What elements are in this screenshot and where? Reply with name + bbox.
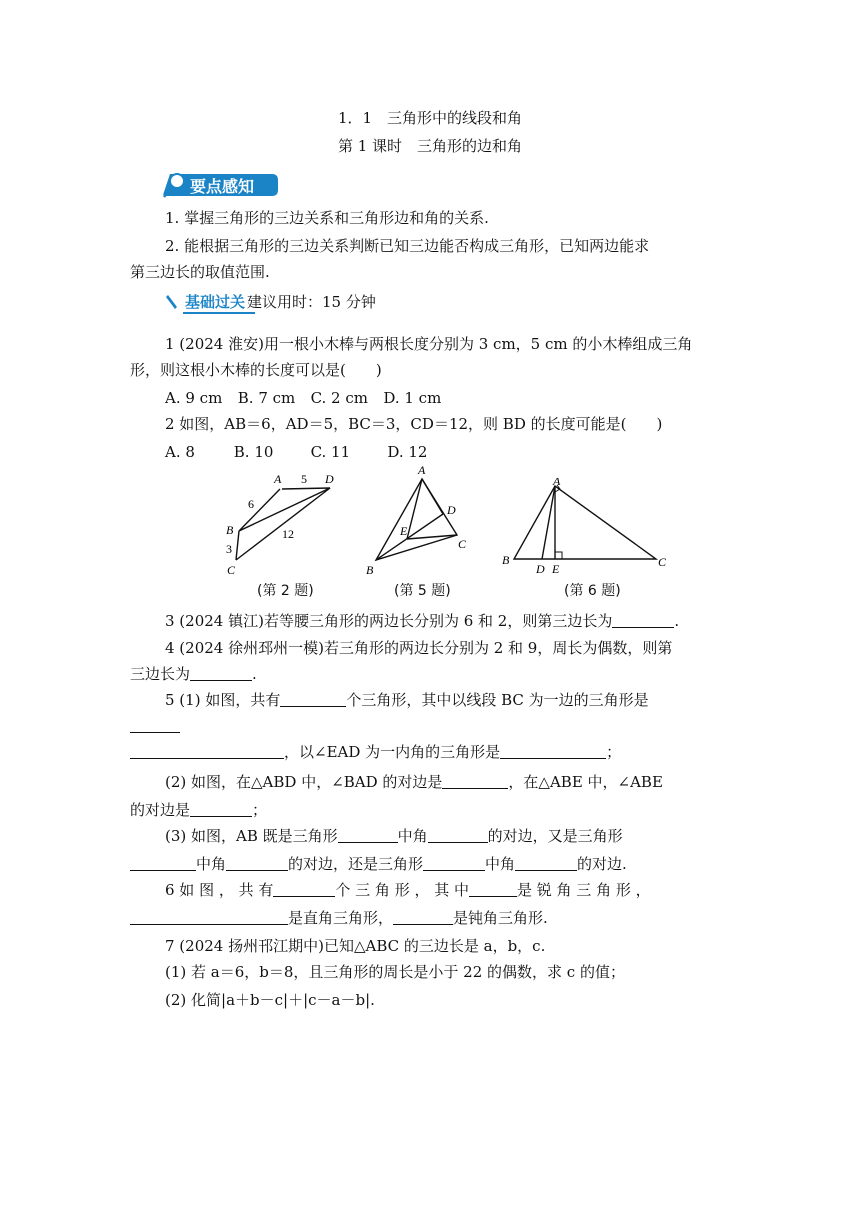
q5-p3e: 的对边，还是三角形 xyxy=(288,855,424,873)
q6-acute-blank[interactable] xyxy=(469,880,517,897)
q3-line xyxy=(165,611,730,631)
q4-answer-blank[interactable] xyxy=(190,664,252,681)
q6-right-blank[interactable] xyxy=(130,908,288,925)
q6-b: 个 三 角 形 ， 其 中 xyxy=(335,881,469,899)
figure-2 xyxy=(222,468,342,578)
q1-line2: 形，则这根小木棒的长度可以是( ) xyxy=(130,361,382,379)
q6-line2 xyxy=(130,908,730,928)
fig2-label-b: B xyxy=(226,523,234,537)
key-point-2-line1: 2. 能根据三角形的三边关系判断已知三边能否构成三角形，已知两边能求 xyxy=(165,237,650,255)
q6-obtuse-blank[interactable] xyxy=(393,908,453,925)
q5-ead-triangles-blank[interactable] xyxy=(500,742,606,759)
q5-part3-line1 xyxy=(165,826,730,846)
q1-option-b[interactable]: B. 7 cm xyxy=(237,389,296,407)
q6-line1 xyxy=(165,880,730,900)
q4-line2 xyxy=(130,664,730,684)
pencil-icon xyxy=(165,293,181,311)
q5-part1-line2 xyxy=(130,716,730,736)
q5-p3-blank-3[interactable] xyxy=(130,854,196,871)
key-points-label: 要点感知 xyxy=(190,177,255,196)
fig2-label-c: C xyxy=(227,563,236,577)
header-underline xyxy=(183,312,255,314)
figure-6-caption: (第 6 题) xyxy=(564,583,621,599)
q5-p1c: ，以∠EAD 为一内角的三角形是 xyxy=(284,743,501,761)
q6-e: 是钝角三角形. xyxy=(453,909,548,927)
fig2-len-bc: 3 xyxy=(226,542,232,556)
fig2-len-ab: 6 xyxy=(248,497,254,511)
q6-d: 是直角三角形， xyxy=(288,909,394,927)
q5-p2b: ，在△ABE 中，∠ABE xyxy=(508,773,663,791)
q5-p3g: 的对边. xyxy=(577,855,627,873)
q5-p3f: 中角 xyxy=(485,855,516,873)
q5-p3c: 的对边，又是三角形 xyxy=(487,827,623,845)
q2-option-b[interactable]: B. 10 xyxy=(233,443,274,461)
q5-part1-line3 xyxy=(130,742,730,762)
q5-p3d: 中角 xyxy=(196,855,227,873)
q5-p2a: (2) 如图，在△ABD 中，∠BAD 的对边是 xyxy=(165,773,443,791)
q5-p3a: (3) 如图，AB 既是三角形 xyxy=(165,827,338,845)
q5-part2-line1 xyxy=(165,772,730,792)
fig5-label-e: E xyxy=(400,524,408,538)
q5-bc-triangles-blank-a[interactable] xyxy=(130,716,180,733)
figure-6 xyxy=(500,478,680,578)
q4-line1: 4 (2024 徐州邳州一模)若三角形的两边长分别为 2 和 9，周长为偶数，则第 xyxy=(165,639,673,657)
q5-p1d: ； xyxy=(606,743,622,761)
basic-practice-header xyxy=(165,291,376,312)
lesson-title: 1．1 三角形中的线段和角 xyxy=(337,109,523,127)
q5-p3-blank-5[interactable] xyxy=(423,854,485,871)
figure-5 xyxy=(362,462,474,578)
fig5-label-d: D xyxy=(447,503,456,517)
q5-part2-line2 xyxy=(130,800,730,820)
q6-count-blank[interactable] xyxy=(273,880,335,897)
q5-p2c: 的对边是 xyxy=(130,801,191,819)
q2-option-d[interactable]: D. 12 xyxy=(387,443,428,461)
q5-part1-line1 xyxy=(165,690,730,710)
q1-option-c[interactable]: C. 2 cm xyxy=(310,389,368,407)
fig6-label-b: B xyxy=(502,553,510,567)
q5-abe-opposite-blank[interactable] xyxy=(190,800,252,817)
q5-p3b: 中角 xyxy=(397,827,428,845)
q5-p3-blank-4[interactable] xyxy=(226,854,288,871)
q1-line1: 1 (2024 淮安)用一根小木棒与两根长度分别为 3 cm，5 cm 的小木棒组成三角 xyxy=(165,335,693,353)
q2-options xyxy=(165,442,730,462)
q7-line3: (2) 化简|a＋b－c|＋|c－a－b|. xyxy=(165,991,375,1009)
q2-line1: 2 如图，AB＝6，AD＝5，BC＝3，CD＝12，则 BD 的长度可能是( ) xyxy=(165,415,663,433)
q3-text: 3 (2024 镇江)若等腰三角形的两边长分别为 6 和 2，则第三边长为 xyxy=(165,612,613,630)
q5-p2d: ； xyxy=(252,801,268,819)
q4-text: 三边长为 xyxy=(130,665,191,683)
q6-a: 6 如 图 ， 共 有 xyxy=(165,881,274,899)
fig6-label-d: D xyxy=(536,562,545,576)
q5-p3-blank-1[interactable] xyxy=(338,826,398,843)
q5-count-blank[interactable] xyxy=(280,690,346,707)
fig6-label-e: E xyxy=(552,562,560,576)
key-point-1: 1. 掌握三角形的三边关系和三角形边和角的关系. xyxy=(165,209,489,227)
q5-part3-line2 xyxy=(130,854,730,874)
q5-p1a: 5 (1) 如图，共有 xyxy=(165,691,281,709)
q6-c: 是 锐 角 三 角 形 ， xyxy=(517,881,651,899)
q1-options xyxy=(165,388,730,408)
q7-line1: 7 (2024 扬州邗江期中)已知△ABC 的三边长是 a，b，c. xyxy=(165,937,546,955)
q1-option-d[interactable]: D. 1 cm xyxy=(383,389,442,407)
q4-end: . xyxy=(252,665,257,683)
q5-p1b: 个三角形，其中以线段 BC 为一边的三角形是 xyxy=(346,691,649,709)
q1-option-a[interactable]: A. 9 cm xyxy=(165,389,223,407)
q7-line2: (1) 若 a＝6，b＝8，且三角形的周长是小于 22 的偶数，求 c 的值； xyxy=(165,963,625,981)
q3-answer-blank[interactable] xyxy=(612,611,674,628)
key-point-2-line2: 第三边长的取值范围. xyxy=(130,263,270,281)
lesson-subtitle: 第 1 课时 三角形的边和角 xyxy=(337,137,523,155)
time-note: 建议用时：15 分钟 xyxy=(247,293,376,311)
fig6-label-c: C xyxy=(658,555,667,569)
q5-p3-blank-2[interactable] xyxy=(428,826,488,843)
fig2-label-d: D xyxy=(325,472,334,486)
q3-end: . xyxy=(674,612,680,630)
basic-practice-label: 基础过关 xyxy=(185,293,246,311)
q2-option-c[interactable]: C. 11 xyxy=(310,443,351,461)
fig5-label-b: B xyxy=(366,563,374,577)
fig5-label-c: C xyxy=(458,537,467,551)
figure-2-caption: (第 2 题) xyxy=(257,583,314,599)
fig2-len-cd: 12 xyxy=(282,527,294,541)
q5-p3-blank-6[interactable] xyxy=(515,854,577,871)
fig6-label-a: A xyxy=(553,478,561,488)
fig2-label-a: A xyxy=(274,472,282,486)
q5-bc-triangles-blank-b[interactable] xyxy=(130,742,284,759)
fig2-len-ad: 5 xyxy=(301,472,307,486)
fig5-label-a: A xyxy=(418,463,426,477)
q2-option-a[interactable]: A. 8 xyxy=(165,443,195,461)
figure-5-caption: (第 5 题) xyxy=(394,583,451,599)
q5-bad-opposite-blank[interactable] xyxy=(442,772,508,789)
